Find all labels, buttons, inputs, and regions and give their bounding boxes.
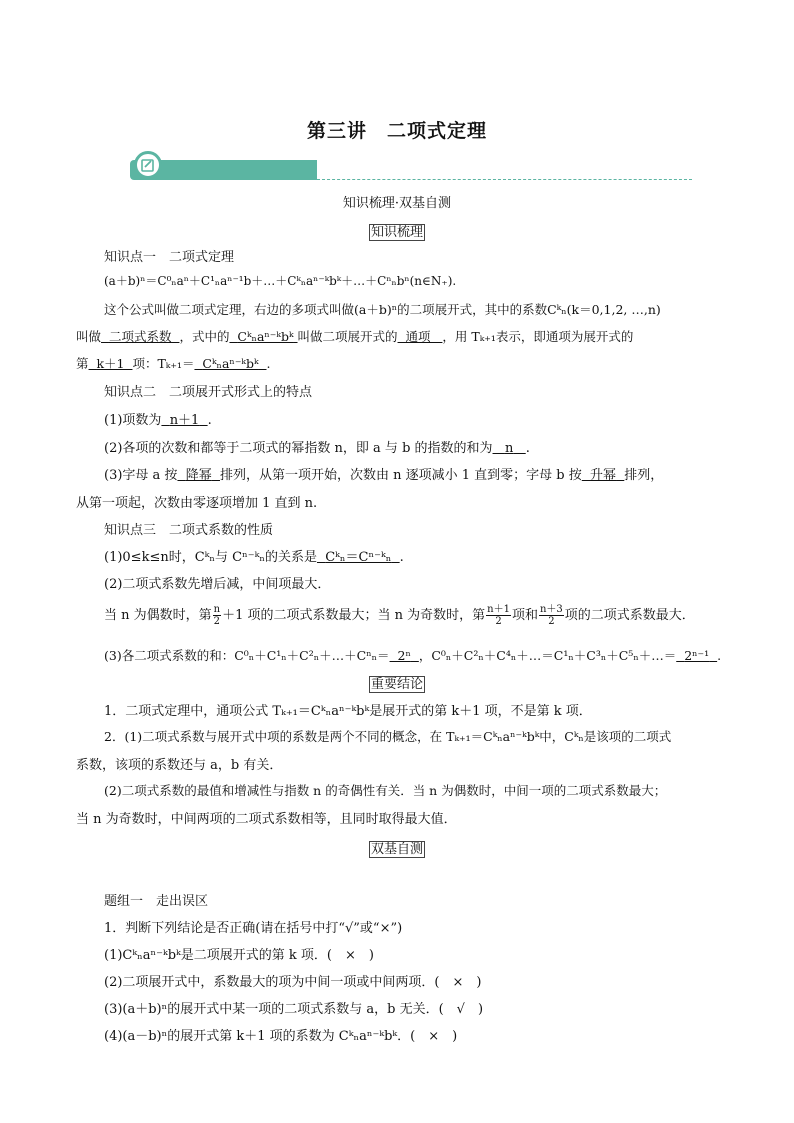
- box-label-self-test: 双基自测: [370, 842, 423, 857]
- dashed-divider: [317, 179, 692, 180]
- kp2-item-1: (1)项数为 n＋1 .: [104, 413, 212, 428]
- question-1-item-2: (2)二项展开式中，系数最大的项为中间一项或中间两项．( × ): [104, 975, 482, 990]
- kp2-item-2: (2)各项的次数和都等于二项式的幂指数 n，即 a 与 b 的指数的和为 n .: [104, 441, 530, 456]
- kp1-paragraph-3: 第 k＋1 项：Tₖ₊₁＝ Cᵏₙaⁿ⁻ᵏbᵏ .: [76, 356, 271, 371]
- kp1-paragraph-1: 这个公式叫做二项式定理，右边的多项式叫做(a＋b)ⁿ的二项展开式，其中的系数Cᵏₙ(k＝0,1,2, …,n): [104, 302, 661, 317]
- kp3-item-1: (1)0≤k≤n时，Cᵏₙ与 Cⁿ⁻ᵏₙ的关系是 Cᵏₙ＝Cⁿ⁻ᵏₙ .: [104, 550, 404, 565]
- blank-general-term-formula: Cᵏₙaⁿ⁻ᵏbᵏ: [202, 356, 259, 371]
- box-label-knowledge: 知识梳理: [370, 225, 423, 240]
- kp3-heading: 知识点三 二项式系数的性质: [104, 523, 274, 538]
- binomial-formula: (a＋b)ⁿ＝C⁰ₙaⁿ＋C¹ₙaⁿ⁻¹b＋…＋Cᵏₙaⁿ⁻ᵏbᵏ＋…＋Cⁿₙbⁿ(n∈N₊).: [104, 274, 457, 288]
- question-1: 1．判断下列结论是否正确(请在括号中打“√”或“×”): [104, 921, 403, 936]
- important-3: (2)二项式系数的最值和增减性与指数 n 的奇偶性有关．当 n 为偶数时，中间一项的二项式系数最大；: [104, 783, 667, 798]
- blank-binomial-coefficient: 二项式系数: [108, 329, 172, 344]
- kp1-paragraph-2: 叫做 二项式系数 ，式中的 Cᵏₙaⁿ⁻ᵏbᵏ 叫做二项展开式的 通项 ，用 Tₖ₊₁表示，即通项为展开式的: [76, 329, 634, 344]
- group1-heading: 题组一 走出误区: [104, 894, 209, 909]
- kp3-item-3: (3)各二项式系数的和：C⁰ₙ＋C¹ₙ＋C²ₙ＋…＋Cⁿₙ＝ 2ⁿ ，C⁰ₙ＋C²ₙ＋C⁴ₙ＋…＝C¹ₙ＋C³ₙ＋C⁵ₙ＋…＝ 2ⁿ⁻¹ .: [104, 648, 722, 663]
- kp3-item-2: (2)二项式系数先增后减，中间项最大．: [104, 577, 331, 592]
- kp2-heading: 知识点二 二项展开式形式上的特点: [104, 385, 313, 400]
- pencil-icon: [134, 151, 162, 179]
- important-1: 1．二项式定理中，通项公式 Tₖ₊₁＝Cᵏₙaⁿ⁻ᵏbᵏ是展开式的第 k＋1 项，不是第 k 项．: [104, 704, 592, 719]
- box-label-important: 重要结论: [370, 677, 423, 692]
- blank-term: Cᵏₙaⁿ⁻ᵏbᵏ: [237, 329, 294, 344]
- kp1-heading: 知识点一 二项式定理: [104, 250, 235, 265]
- section-header: 知识梳理·双基自测: [342, 196, 452, 211]
- important-2-cont: 系数，该项的系数还与 a，b 有关．: [76, 758, 283, 773]
- page-title: 第三讲 二项式定理: [306, 120, 487, 142]
- kp3-max-coefficient: 当 n 为偶数时，第 $\frac{n}{2}$ ＋1 项的二项式系数最大；当 n 为奇数时，第 $\frac{n+1}{2}$ 项和 $\frac{n+3}{2}$ 项的二项式系数最大．: [104, 604, 695, 627]
- question-1-item-1: (1)Cᵏₙaⁿ⁻ᵏbᵏ是二项展开式的第 k 项．( × ): [104, 948, 374, 963]
- kp2-item-3-cont: 从第一项起，次数由零逐项增加 1 直到 n.: [76, 496, 318, 511]
- important-2: 2．(1)二项式系数与展开式中项的系数是两个不同的概念，在 Tₖ₊₁＝Cᵏₙaⁿ⁻ᵏbᵏ中，Cᵏₙ是该项的二项式: [104, 729, 672, 744]
- important-3-cont: 当 n 为奇数时，中间两项的二项式系数相等，且同时取得最大值．: [76, 812, 457, 827]
- kp2-item-3: (3)字母 a 按 降幂 排列，从第一项开始，次数由 n 逐项减小 1 直到零；字母 b 按 升幂 排列，: [104, 468, 664, 483]
- question-1-item-3: (3)(a＋b)ⁿ的展开式中某一项的二项式系数与 a，b 无关．( √ ): [104, 1002, 484, 1017]
- blank-k-plus-1: k＋1: [96, 356, 125, 371]
- blank-general-term: 通项: [405, 329, 431, 344]
- question-1-item-4: (4)(a－b)ⁿ的展开式第 k＋1 项的系数为 Cᵏₙaⁿ⁻ᵏbᵏ．( × ): [104, 1029, 458, 1044]
